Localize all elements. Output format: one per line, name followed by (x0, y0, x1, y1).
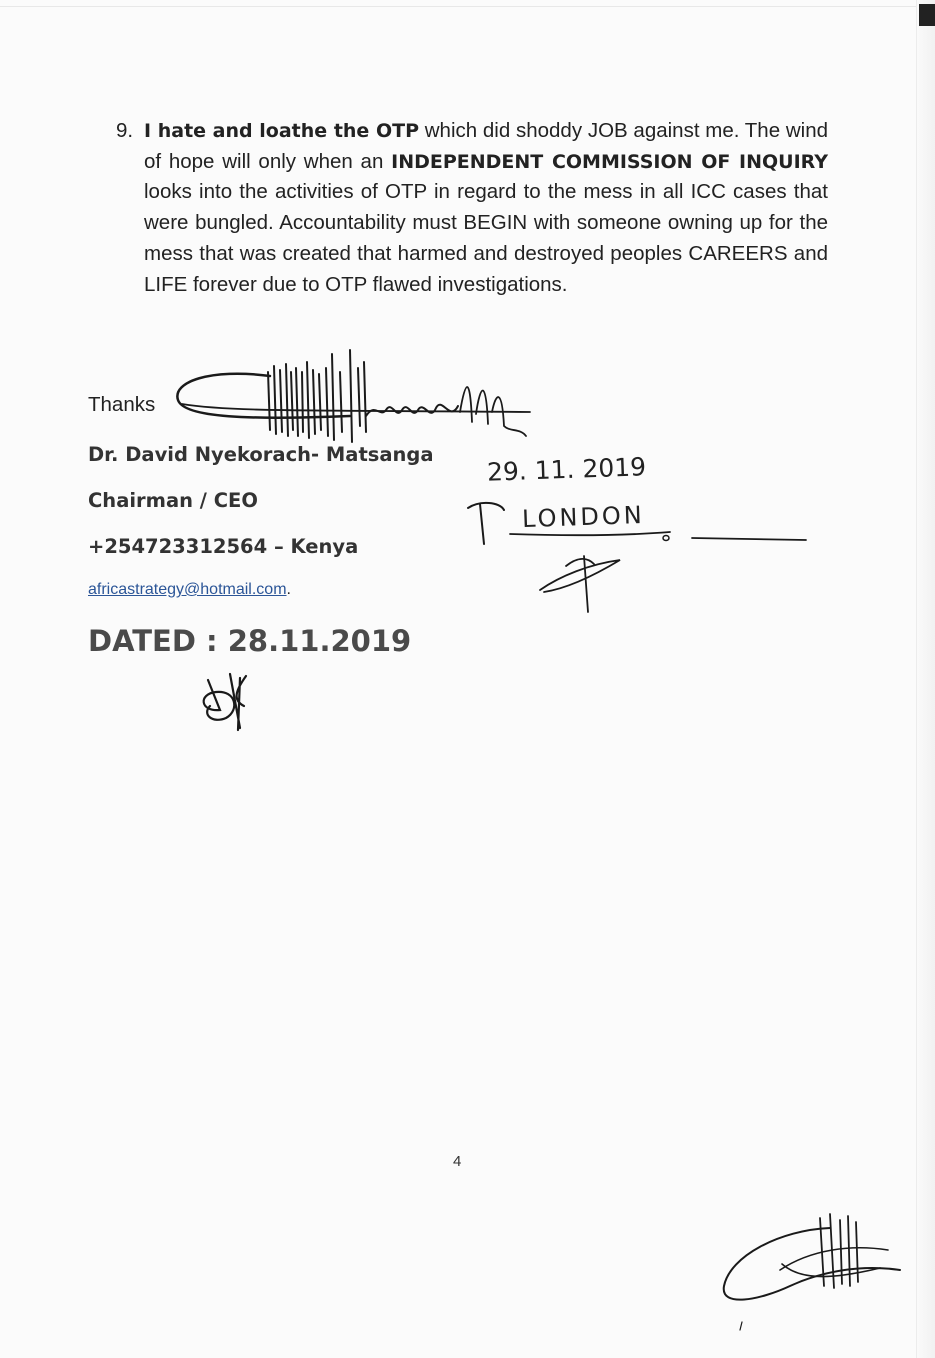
paragraph-text (144, 116, 828, 300)
main-signature (170, 342, 550, 452)
closing-thanks: Thanks (88, 393, 156, 416)
email-suffix: . (286, 581, 291, 598)
signatory-phone: +254723312564 – Kenya (88, 535, 359, 558)
bold-commission-text: INDEPENDENT COMMISSION OF INQUIRY (391, 150, 829, 173)
page-number: 4 (453, 1153, 462, 1170)
handwritten-date: 29. 11. 2019 (486, 452, 647, 487)
paragraph-segment-1: which did shoddy JOB against me. The wind of hope will only when an (144, 119, 829, 173)
page-top-edge (0, 0, 935, 7)
paragraph-segment-2: looks into the activities of OTP in regard to the mess in all ICC cases that were bungled. Accountability must BEGIN with someone owning up for the mess that was created that harmed and destroyed peoples CAREERS and LIFE forever due to OTP flawed investigations. (144, 180, 828, 296)
email-line (88, 581, 291, 599)
handwritten-place: LONDON (521, 500, 646, 534)
numbered-paragraph-9 (116, 116, 828, 300)
handwritten-annotations (460, 496, 820, 616)
item-number: 9. (116, 119, 134, 142)
email-link[interactable]: africastrategy@hotmail.com (88, 581, 287, 598)
dated-line: DATED : 28.11.2019 (88, 624, 412, 658)
page-right-edge (916, 0, 935, 1358)
corner-initials (720, 1210, 920, 1340)
scan-mark (919, 4, 935, 26)
lead-bold-text: I hate and loathe the OTP (144, 120, 420, 142)
signatory-name: Dr. David Nyekorach- Matsanga (88, 443, 434, 466)
signatory-title: Chairman / CEO (88, 489, 258, 512)
initials-below-date (196, 670, 276, 740)
